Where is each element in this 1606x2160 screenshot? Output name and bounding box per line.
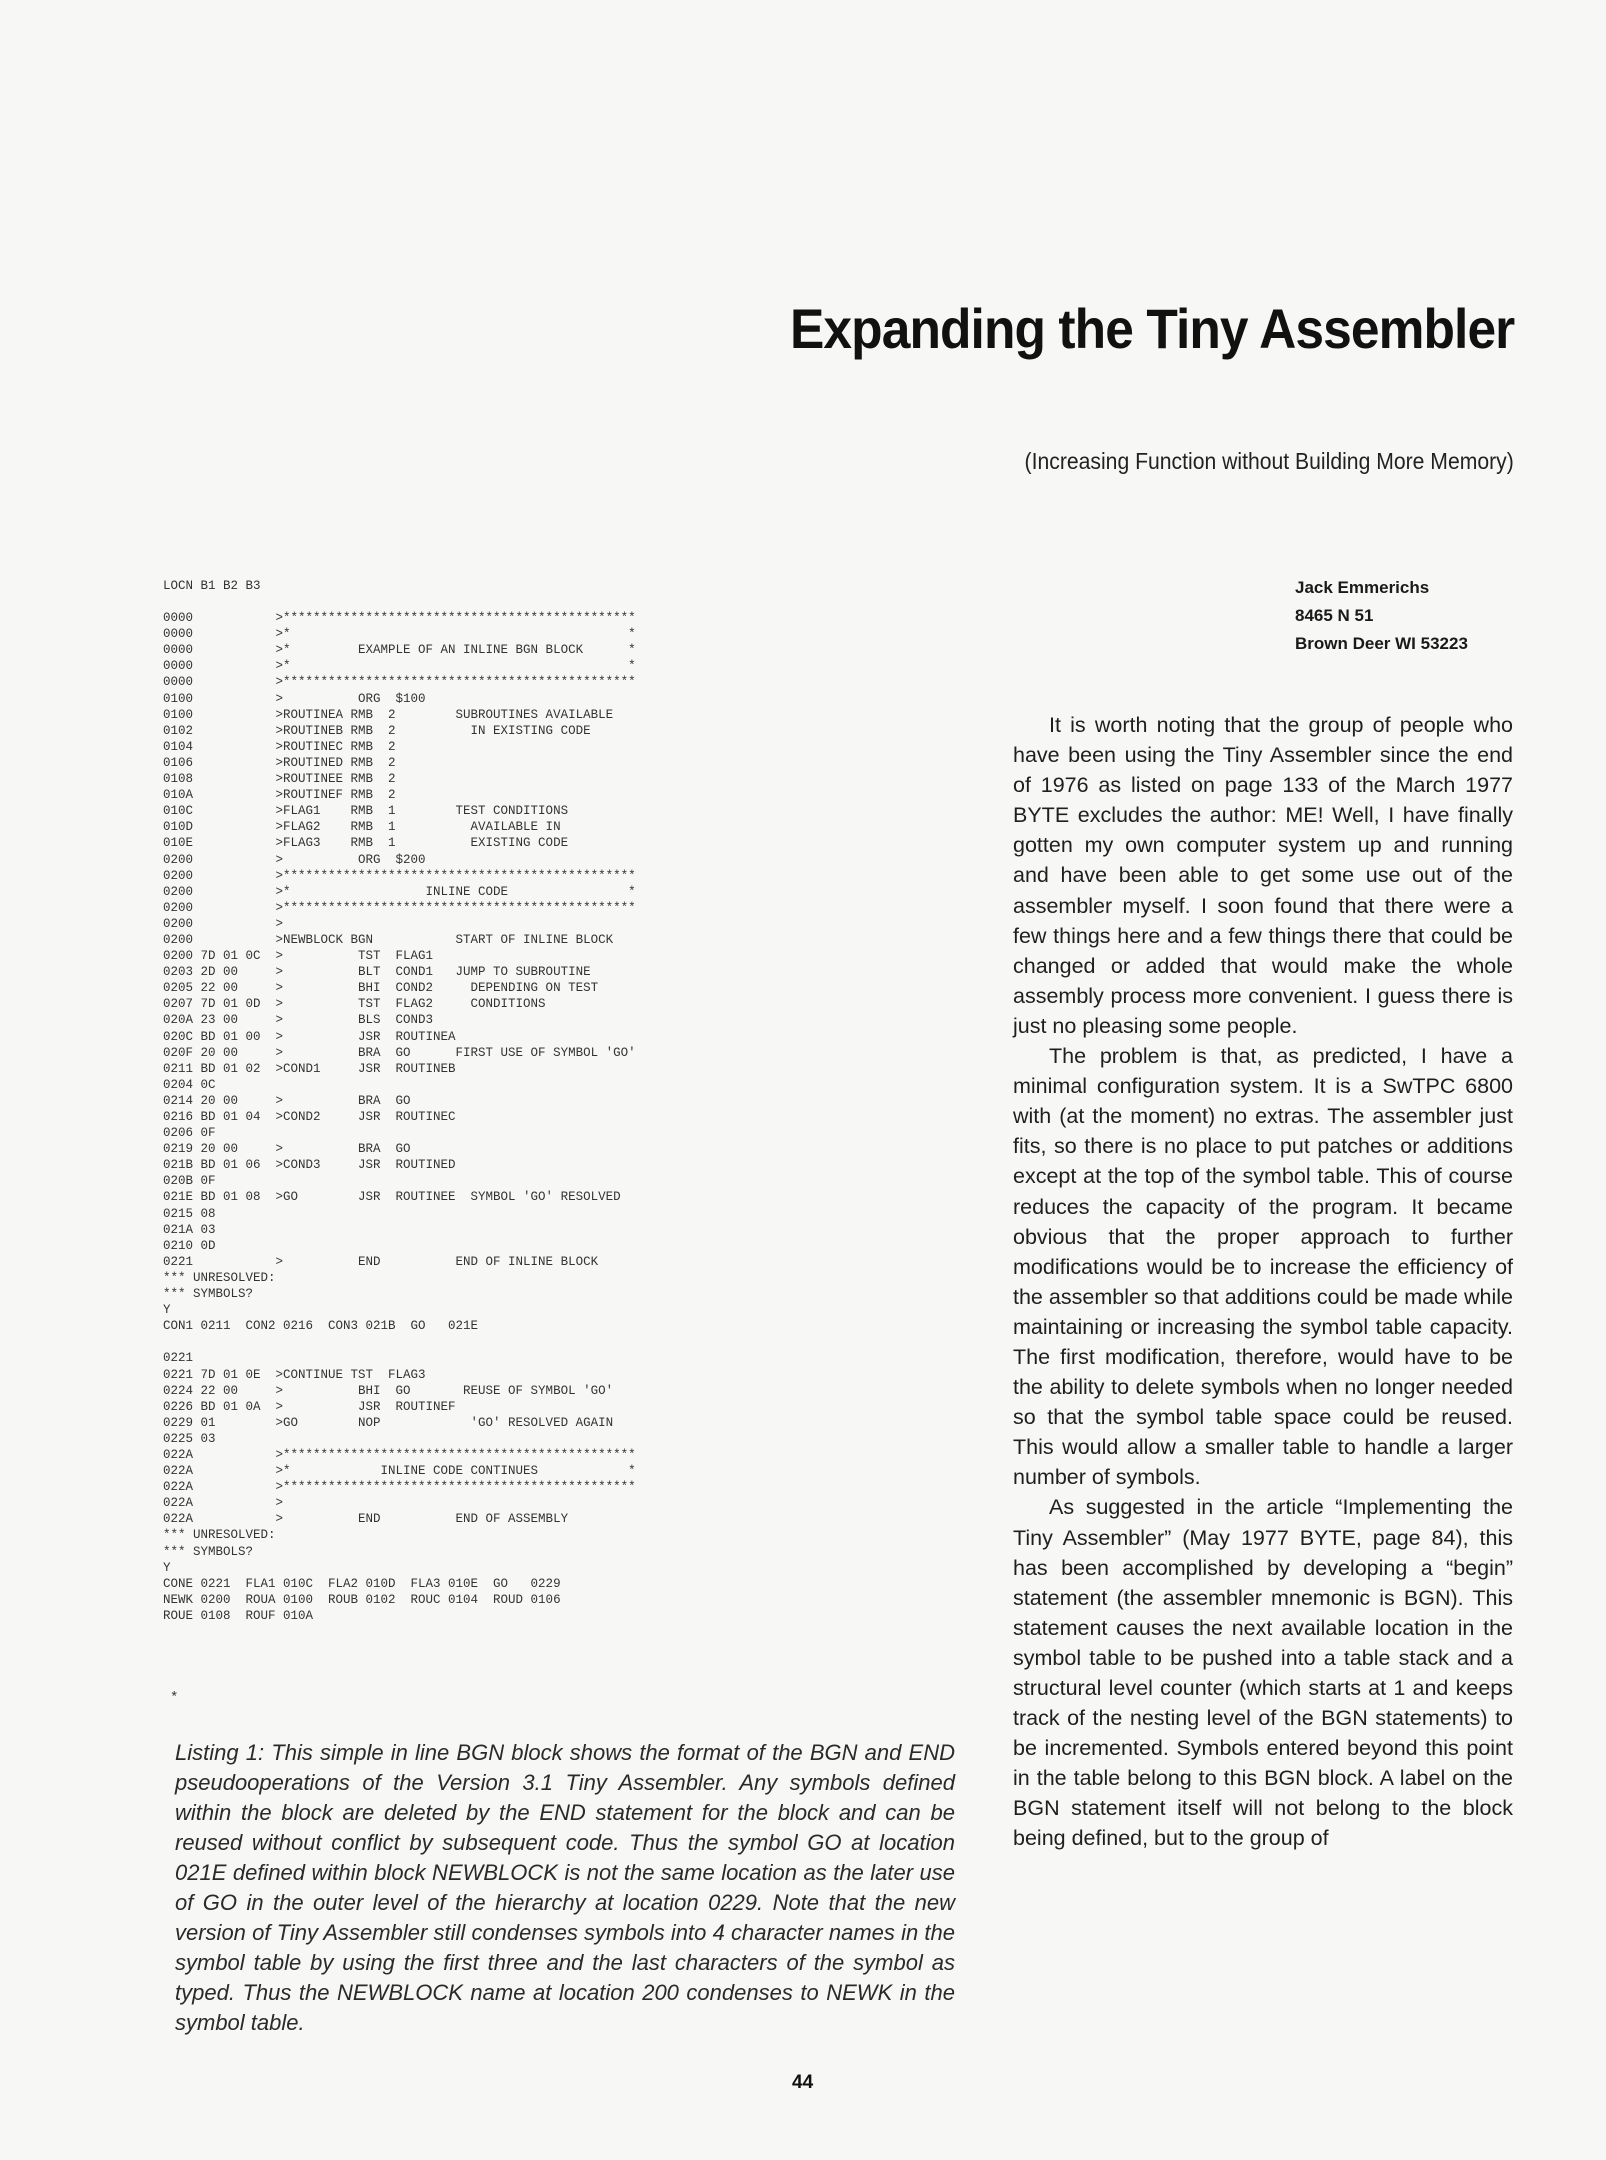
listing-line: 0210 0D (163, 1238, 216, 1253)
listing-line: Y (163, 1303, 171, 1318)
listing-line: 020A 23 00 > BLS COND3 (163, 1013, 434, 1028)
listing-line: 0108 >ROUTINEE RMB 2 (163, 772, 396, 787)
listing-line: 010E >FLAG3 RMB 1 EXISTING CODE (163, 836, 569, 851)
listing-line: 0221 (163, 1351, 194, 1366)
listing-line: 021E BD 01 08 >GO JSR ROUTINEE SYMBOL 'GO' RESOLVED (163, 1190, 621, 1205)
listing-line: 0200 >NEWBLOCK BGN START OF INLINE BLOCK (163, 932, 614, 947)
listing-line: 0200 >*********************************************** (163, 900, 636, 915)
listing-line: *** UNRESOLVED: (163, 1270, 276, 1285)
listing-line: 0102 >ROUTINEB RMB 2 IN EXISTING CODE (163, 723, 591, 738)
listing-line: 0204 0C (163, 1077, 216, 1092)
listing-line: 0229 01 >GO NOP 'GO' RESOLVED AGAIN (163, 1415, 614, 1430)
listing-line: 022A >*********************************************** (163, 1447, 636, 1462)
listing-line: 022A > END END OF ASSEMBLY (163, 1512, 569, 1527)
listing-line: *** UNRESOLVED: (163, 1528, 276, 1543)
listing-line: 0215 08 (163, 1206, 216, 1221)
page-number: 44 (792, 2072, 814, 2093)
article-subtitle: (Increasing Function without Building More Memory) (1024, 448, 1514, 474)
listing-line: 0221 > END END OF INLINE BLOCK (163, 1254, 599, 1269)
listing-line: 0100 > ORG $100 (163, 691, 426, 706)
listing-line: 010C >FLAG1 RMB 1 TEST CONDITIONS (163, 804, 569, 819)
listing-line: 0224 22 00 > BHI GO REUSE OF SYMBOL 'GO' (163, 1383, 614, 1398)
listing-line: 0200 7D 01 0C > TST FLAG1 (163, 949, 434, 964)
listing-line: 0200 >* INLINE CODE * (163, 884, 636, 899)
listing-line: 022A > (163, 1496, 284, 1511)
listing-line: 020F 20 00 > BRA GO FIRST USE OF SYMBOL 'GO' (163, 1045, 636, 1060)
listing-caption: Listing 1: This simple in line BGN block shows the format of the BGN and END pseudooperations of the Version 3.1 Tiny Assembler. Any symbols defined within the block are deleted by the END statement for the block and can be reused without conflict by subsequent code. Thus the symbol GO at location 021E defined within block NEWBLOCK is not the same location as the later use of GO in the outer level of the hierarchy at location 0229. Note that the new version of Tiny Assembler still condenses symbols into 4 character names in the symbol table by using the first three and the last characters of the symbol as typed. Thus the NEWBLOCK name at location 200 condenses to NEWK in the symbol table. (175, 1740, 955, 2035)
listing-line: 022A >* INLINE CODE CONTINUES * (163, 1464, 636, 1479)
body-text (1013, 710, 1513, 1854)
author-street: 8465 N 51 (1295, 606, 1374, 625)
listing-line: 0206 0F (163, 1126, 216, 1141)
article-title: Expanding the Tiny Assembler (789, 297, 1514, 360)
listing-line: NEWK 0200 ROUA 0100 ROUB 0102 ROUC 0104 ROUD 0106 (163, 1592, 561, 1607)
listing-line: 022A >*********************************************** (163, 1480, 636, 1495)
listing-line: 0203 2D 00 > BLT COND1 JUMP TO SUBROUTINE (163, 965, 591, 980)
body-paragraph: It is worth noting that the group of people who have been using the Tiny Assembler since the end of 1976 as listed on page 133 of the March 1977 BYTE excludes the author: ME! Well, I have finally gotten my own computer system up and running and have been able to get some use out of the assembler myself. I soon found that there were a few things here and a few things there that could be changed or added that would make the whole assembly process more convenient. I guess there is just no pleasing some people. (1013, 713, 1513, 1038)
listing-line: 0219 20 00 > BRA GO (163, 1142, 411, 1157)
body-paragraph: As suggested in the article “Implementing the Tiny Assembler” (May 1977 BYTE, page 84), this has been accomplished by developing a “begin” statement (the assembler mnemonic is BGN). This statement causes the next available location in the symbol table to be pushed into a table stack and a structural level counter (which starts at 1 and keeps track of the nesting level of the BGN statements) to be incremented. Symbols entered beyond this point in the table belong to this BGN block. A label on the BGN statement itself will not belong to the block being defined, but to the group of (1013, 1495, 1513, 1851)
listing-line: 0205 22 00 > BHI COND2 DEPENDING ON TEST (163, 981, 599, 996)
listing-line: 0000 >*********************************************** (163, 675, 636, 690)
listing-line: 0221 7D 01 0E >CONTINUE TST FLAG3 (163, 1367, 426, 1382)
listing-line: 0106 >ROUTINED RMB 2 (163, 755, 396, 770)
listing-line: 010A >ROUTINEF RMB 2 (163, 788, 396, 803)
listing-line: 0200 > (163, 916, 284, 931)
listing-line: 020C BD 01 00 > JSR ROUTINEA (163, 1029, 456, 1044)
listing-line: 0100 >ROUTINEA RMB 2 SUBROUTINES AVAILABLE (163, 707, 614, 722)
listing-line: 010D >FLAG2 RMB 1 AVAILABLE IN (163, 820, 561, 835)
listing-line: 021B BD 01 06 >COND3 JSR ROUTINED (163, 1158, 456, 1173)
body-paragraph: The problem is that, as predicted, I have a minimal configuration system. It is a SwTPC 6800 with (at the moment) no extras. The assembler just fits, so there is no place to put patches or additions except at the top of the symbol table. This of course reduces the capacity of the program. It became obvious that the proper approach to further modifications would be to increase the efficiency of the assembler so that additions could be made while maintaining or increasing the symbol table capacity. The first modification, therefore, would have to be the ability to delete symbols when no longer needed so that the symbol table space could be reused. This would allow a smaller table to handle a larger number of symbols. (1013, 1044, 1513, 1490)
listing-line: 0225 03 (163, 1431, 216, 1446)
listing-header: LOCN B1 B2 B3 (163, 579, 261, 593)
listing-line: 020B 0F (163, 1174, 216, 1189)
author-city: Brown Deer WI 53223 (1295, 634, 1468, 653)
author-block (1295, 574, 1468, 658)
listing-line: *** SYMBOLS? (163, 1544, 254, 1559)
listing-line: 0207 7D 01 0D > TST FLAG2 CONDITIONS (163, 997, 546, 1012)
listing-line: ROUE 0108 ROUF 010A (163, 1608, 314, 1623)
listing-line: 0000 >* * (163, 627, 636, 642)
listing-line: 0000 >* * (163, 659, 636, 674)
code-listing (163, 578, 823, 1624)
listing-line: 0211 BD 01 02 >COND1 JSR ROUTINEB (163, 1061, 456, 1076)
listing-line: 0200 > ORG $200 (163, 852, 426, 867)
listing-line: CON1 0211 CON2 0216 CON3 021B GO 021E (163, 1319, 479, 1334)
listing-line: 0000 >* EXAMPLE OF AN INLINE BGN BLOCK * (163, 643, 636, 658)
listing-line (163, 1334, 823, 1350)
end-mark: * (170, 1690, 179, 1706)
listing-line: *** SYMBOLS? (163, 1287, 254, 1302)
listing-line: 0226 BD 01 0A > JSR ROUTINEF (163, 1399, 456, 1414)
listing-line: 0200 >*********************************************** (163, 868, 636, 883)
listing-line: 0214 20 00 > BRA GO (163, 1093, 411, 1108)
listing-line: 0000 >*********************************************** (163, 611, 636, 626)
listing-lines (163, 610, 823, 1624)
listing-line: Y (163, 1560, 171, 1575)
listing-line: 0216 BD 01 04 >COND2 JSR ROUTINEC (163, 1110, 456, 1124)
listing-line: 021A 03 (163, 1222, 216, 1237)
listing-line: 0104 >ROUTINEC RMB 2 (163, 739, 396, 754)
author-name: Jack Emmerichs (1295, 578, 1430, 597)
listing-line: CONE 0221 FLA1 010C FLA2 010D FLA3 010E GO 0229 (163, 1576, 561, 1591)
